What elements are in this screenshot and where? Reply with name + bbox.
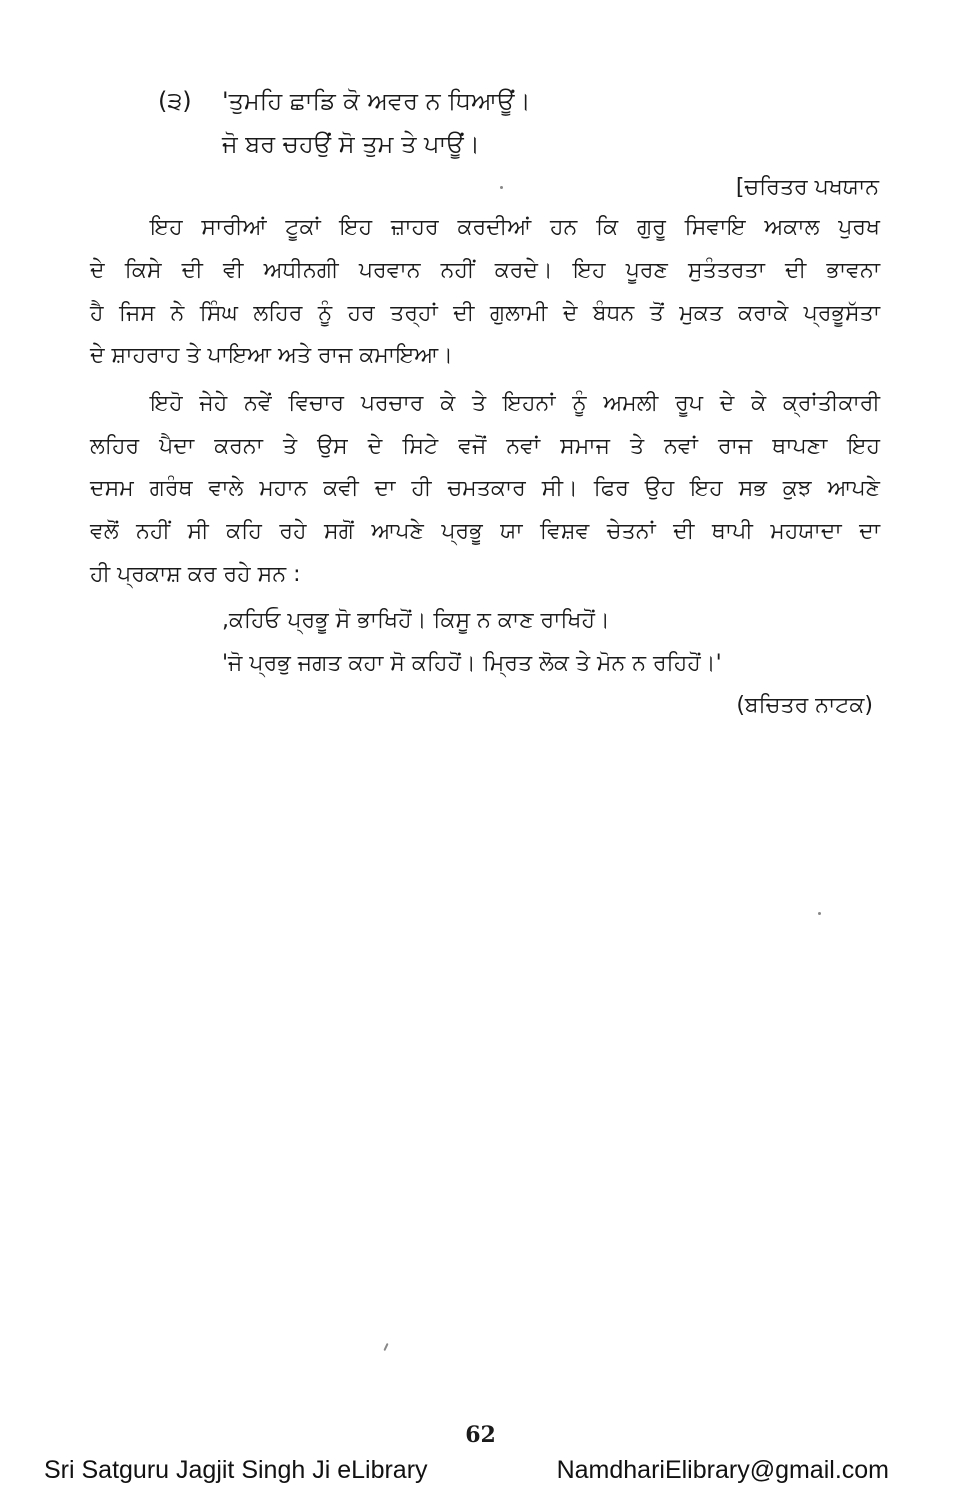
verse-number: (੩) xyxy=(158,87,192,115)
paragraph-2-line-4: ਵਲੋਂ ਨਹੀਂ ਸੀ ਕਹਿ ਰਹੇ ਸਗੋਂ ਆਪਣੇ ਪ੍ਰਭੂ ਯਾ ਵਿਸ਼ਵ ਚੇਤਨਾਂ ਦੀ ਥਾਪੀ ਮਹਯਾਦਾ ਦਾ xyxy=(90,519,880,544)
verse-1-source: [ਚਰਿਤਰ ਪਖਯਾਨ xyxy=(735,175,879,200)
scan-speck xyxy=(818,912,821,915)
page-number: 62 xyxy=(465,1422,496,1448)
verse-2-line-2: 'ਜੋ ਪ੍ਰਭੁ ਜਗਤ ਕਹਾ ਸੋ ਕਹਿਹੋਂ। ਮ੍ਰਿਤ ਲੋਕ ਤੇ ਮੋਨ ਨ ਰਹਿਹੋਂ।' xyxy=(222,651,722,676)
paragraph-1-line-3: ਹੈ ਜਿਸ ਨੇ ਸਿੰਘ ਲਹਿਰ ਨੂੰ ਹਰ ਤਰ੍ਹਾਂ ਦੀ ਗੁਲਾਮੀ ਦੇ ਬੰਧਨ ਤੋਂ ਮੁਕਤ ਕਰਾਕੇ ਪ੍ਰਭੂਸੱਤਾ xyxy=(90,301,880,326)
scan-speck xyxy=(383,1343,388,1351)
footer-email: NamdhariElibrary@gmail.com xyxy=(556,1456,889,1484)
paragraph-1-line-1: ਇਹ ਸਾਰੀਆਂ ਟੂਕਾਂ ਇਹ ਜ਼ਾਹਰ ਕਰਦੀਆਂ ਹਨ ਕਿ ਗੁਰੂ ਸਿਵਾਇ ਅਕਾਲ ਪੁਰਖ xyxy=(150,215,880,240)
paragraph-2-line-5: ਹੀ ਪ੍ਰਕਾਸ਼ ਕਰ ਰਹੇ ਸਨ : xyxy=(90,562,301,587)
verse-1-line-2: ਜੋ ਬਰ ਚਹਉਂ ਸੋ ਤੁਮ ਤੇ ਪਾਊਂ। xyxy=(222,130,480,158)
paragraph-2-line-3: ਦਸਮ ਗਰੰਥ ਵਾਲੇ ਮਹਾਨ ਕਵੀ ਦਾ ਹੀ ਚਮਤਕਾਰ ਸੀ। ਫਿਰ ਉਹ ਇਹ ਸਭ ਕੁਝ ਆਪਣੇ xyxy=(90,476,880,501)
scan-speck xyxy=(500,186,503,189)
paragraph-1-line-4: ਦੇ ਸ਼ਾਹਰਾਹ ਤੇ ਪਾਇਆ ਅਤੇ ਰਾਜ ਕਮਾਇਆ। xyxy=(90,343,453,368)
verse-2-source: (ਬਚਿਤਰ ਨਾਟਕ) xyxy=(736,693,873,718)
verse-2-line-1: ,ਕਹਿਓ ਪ੍ਰਭੂ ਸੋ ਭਾਖਿਹੋਂ। ਕਿਸੂ ਨ ਕਾਣ ਰਾਖਿਹੋਂ। xyxy=(222,608,610,633)
verse-1-line-1: 'ਤੁਮਹਿ ਛਾਡਿ ਕੋ ਅਵਰ ਨ ਧਿਆਊਂ। xyxy=(222,87,531,115)
paragraph-1-line-2: ਦੇ ਕਿਸੇ ਦੀ ਵੀ ਅਧੀਨਗੀ ਪਰਵਾਨ ਨਹੀਂ ਕਰਦੇ। ਇਹ ਪੂਰਣ ਸੁਤੰਤਰਤਾ ਦੀ ਭਾਵਨਾ xyxy=(90,258,880,283)
paragraph-2-line-2: ਲਹਿਰ ਪੈਦਾ ਕਰਨਾ ਤੇ ਉਸ ਦੇ ਸਿਟੇ ਵਜੋਂ ਨਵਾਂ ਸਮਾਜ ਤੇ ਨਵਾਂ ਰਾਜ ਥਾਪਣਾ ਇਹ xyxy=(90,434,880,459)
paragraph-2-line-1: ਇਹੋ ਜੇਹੇ ਨਵੇਂ ਵਿਚਾਰ ਪਰਚਾਰ ਕੇ ਤੇ ਇਹਨਾਂ ਨੂੰ ਅਮਲੀ ਰੂਪ ਦੇ ਕੇ ਕ੍ਰਾਂਤੀਕਾਰੀ xyxy=(150,391,880,416)
footer-library-name: Sri Satguru Jagjit Singh Ji eLibrary xyxy=(44,1456,428,1484)
